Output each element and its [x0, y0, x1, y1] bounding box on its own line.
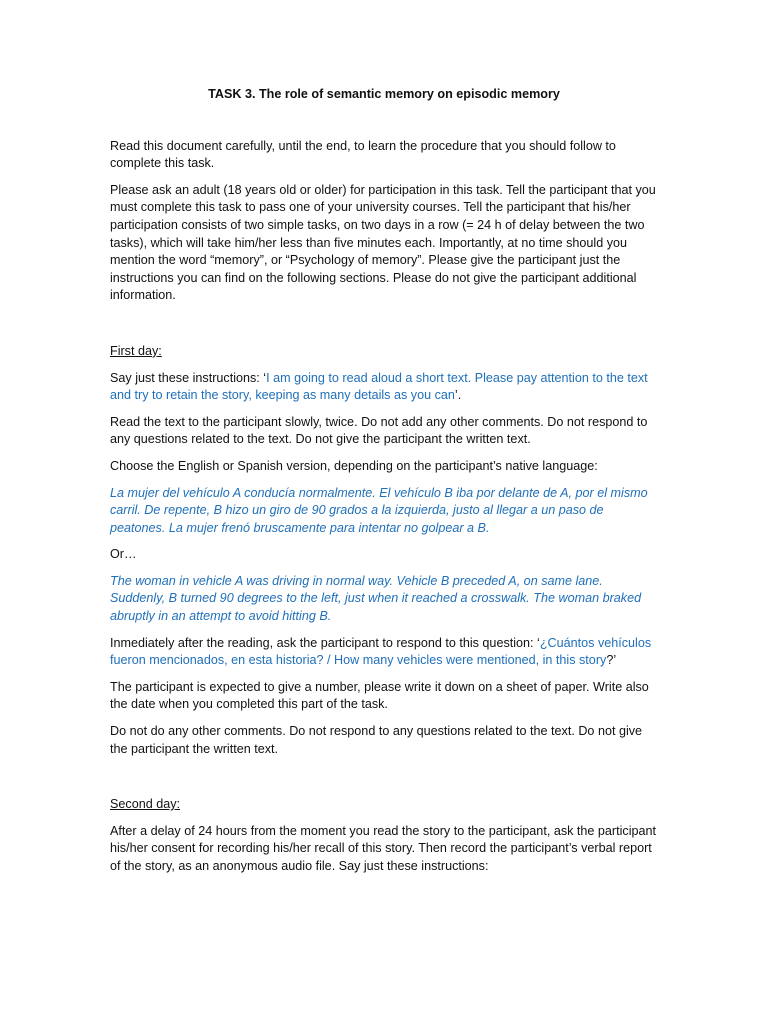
question-suffix: ?’ — [606, 653, 617, 668]
choose-version-paragraph: Choose the English or Spanish version, depending on the participant’s native language: — [110, 458, 598, 473]
question-prefix: Inmediately after the reading, ask the participant to respond to this question: ‘ — [110, 635, 540, 650]
instructions-prefix: Say just these instructions: ‘ — [110, 370, 267, 385]
document-title: TASK 3. The role of semantic memory on episodic memory — [208, 87, 560, 101]
expected-number-paragraph: The participant is expected to give a number, please write it down on a sheet of paper. Write also the date when you completed this part of the task. — [110, 679, 649, 712]
read-text-paragraph: Read the text to the participant slowly, twice. Do not add any other comments. Do not respond to any questions related to the text. Do not give the participant the written text. — [110, 414, 648, 447]
intro-paragraph-2: Please ask an adult (18 years old or older) for participation in this task. Tell the participant that you must complete this task to pass one of your university courses. Tell the participant that his/her participation consists of two simple tasks, on two days in a row (= 24 h of delay between the two tasks), which will take him/her less than five minutes each. Importantly, at no time should you mention the word “memory”, or “Psychology of memory”. Please give the participant just the instructions you can find on the following sections. Please do not give the participant additional information. — [110, 182, 656, 303]
first-day-heading: First day: — [110, 343, 162, 358]
instructions-quote: I am going to read aloud a short text. Please pay attention to the text and try to retain the story, keeping as many details as you can — [110, 370, 648, 403]
spanish-story: La mujer del vehículo A conducía normalmente. El vehículo B iba por delante de A, por el mismo carril. De repente, B hizo un giro de 90 grados a la izquierda, justo al llegar a un paso de peatones. La mujer frenó bruscamente para intentar no golpear a B. — [110, 485, 648, 535]
question-paragraph — [110, 635, 658, 670]
or-text: Or… — [110, 547, 137, 562]
document-body — [110, 86, 658, 885]
english-story: The woman in vehicle A was driving in normal way. Vehicle B preceded A, on same lane. Suddenly, B turned 90 degrees to the left, just when it reached a crosswalk. The woman braked abruptly in an attempt to avoid hitting B. — [110, 573, 642, 624]
instructions-suffix: ’. — [454, 388, 462, 403]
first-day-instructions — [110, 370, 658, 405]
question-quote: ¿Cuántos vehículos fueron mencionados, en esta historia? / How many vehicles were mentioned, in this story — [110, 635, 652, 668]
no-comments-paragraph: Do not do any other comments. Do not respond to any questions related to the text. Do not give the participant the written text. — [110, 724, 643, 756]
second-day-paragraph: After a delay of 24 hours from the moment you read the story to the participant, ask the participant his/her consent for recording his/her recall of this story. Then record the participant’s verbal report of the story, as an anonymous audio file. Say just these instructions: — [110, 823, 657, 873]
intro-paragraph-1: Read this document carefully, until the end, to learn the procedure that you should follow to complete this task. — [110, 138, 616, 171]
second-day-heading: Second day: — [110, 797, 181, 812]
